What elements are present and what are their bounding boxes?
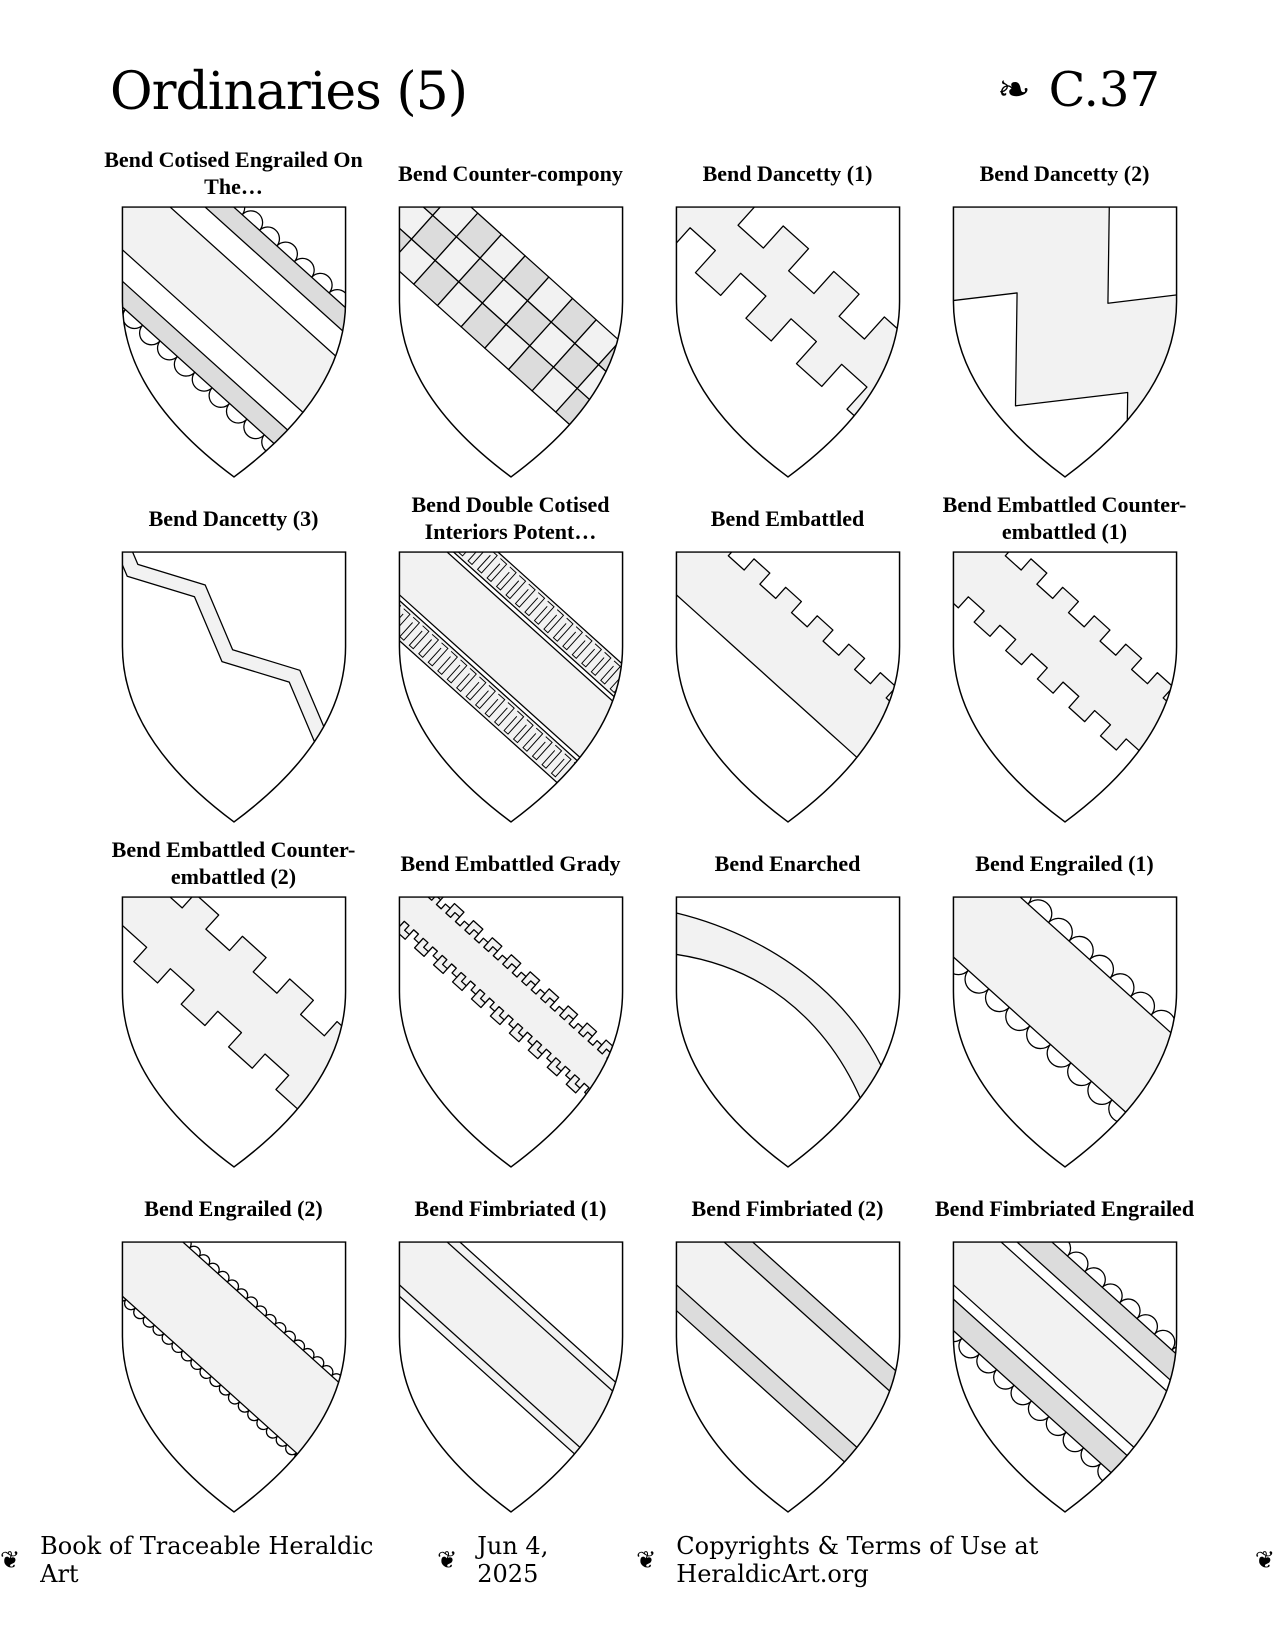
- hedera-icon: ❦: [1254, 1546, 1275, 1574]
- shield-cell: [926, 1177, 1203, 1522]
- shield-icon: [952, 896, 1178, 1168]
- shield-icon: [675, 1241, 901, 1513]
- shield-label: Bend Dancetty (3): [148, 505, 319, 531]
- shield-cell: [649, 487, 926, 832]
- shield-label: Bend Fimbriated (2): [691, 1195, 884, 1221]
- shield-label: Bend Engrailed (1): [975, 850, 1154, 876]
- hedera-icon: ❦: [0, 1546, 21, 1574]
- page-footer: [0, 1532, 1275, 1588]
- shield-label: Bend Dancetty (2): [979, 160, 1150, 186]
- shield-icon: [121, 206, 347, 478]
- shield-icon: [952, 206, 1178, 478]
- shield-icon: [121, 1241, 347, 1513]
- shield-label: Bend Embattled: [710, 505, 865, 531]
- shield-cell: [926, 487, 1203, 832]
- footer-date: Jun 4, 2025: [477, 1532, 549, 1588]
- shield-cell: [95, 487, 372, 832]
- hedera-icon: ❦: [437, 1546, 458, 1574]
- shield-icon: [121, 896, 347, 1168]
- page-code-text: C.37: [1048, 62, 1160, 118]
- shield-cell: [372, 142, 649, 487]
- shield-label: Bend Fimbriated Engrailed: [934, 1195, 1195, 1221]
- shield-cell: [649, 142, 926, 487]
- shield-cell: [372, 1177, 649, 1522]
- shield-label: Bend Embattled Counter-embattled (2): [111, 837, 356, 889]
- shield-label: Bend Dancetty (1): [702, 160, 873, 186]
- shield-label: Bend Embattled Counter-embattled (1): [942, 492, 1187, 544]
- hedera-icon: ❦: [636, 1546, 657, 1574]
- shield-icon: [398, 1241, 624, 1513]
- shield-icon: [398, 896, 624, 1168]
- shield-icon: [675, 551, 901, 823]
- shield-icon: [398, 206, 624, 478]
- fleuron-icon: ❧: [997, 67, 1031, 113]
- shield-label: Bend Embattled Grady: [400, 850, 621, 876]
- shield-cell: [372, 487, 649, 832]
- shield-label: Bend Double Cotised Interiors Potent…: [411, 492, 610, 544]
- page-code: [997, 62, 1160, 118]
- shield-icon: [675, 896, 901, 1168]
- shield-label: Bend Counter-compony: [398, 160, 623, 186]
- shield-cell: [926, 832, 1203, 1177]
- shield-label: Bend Fimbriated (1): [414, 1195, 607, 1221]
- shield-cell: [95, 1177, 372, 1522]
- shield-icon: [121, 551, 347, 823]
- shield-cell: [95, 142, 372, 487]
- shield-label: Bend Enarched: [714, 850, 861, 876]
- shield-icon: [952, 551, 1178, 823]
- shield-icon: [398, 551, 624, 823]
- shield-icon: [952, 1241, 1178, 1513]
- page-title: Ordinaries (5): [110, 62, 468, 122]
- shield-cell: [649, 1177, 926, 1522]
- shield-cell: [926, 142, 1203, 487]
- shield-cell: [95, 832, 372, 1177]
- shield-label: Bend Engrailed (2): [144, 1195, 323, 1221]
- footer-book-title: Book of Traceable Heraldic Art: [40, 1532, 374, 1588]
- shield-grid: [95, 142, 1195, 1522]
- footer-notice: Copyrights & Terms of Use at HeraldicArt.org: [676, 1532, 1039, 1588]
- shield-cell: [372, 832, 649, 1177]
- shield-cell: [649, 832, 926, 1177]
- shield-label: Bend Cotised Engrailed On The…: [104, 147, 363, 199]
- shield-icon: [675, 206, 901, 478]
